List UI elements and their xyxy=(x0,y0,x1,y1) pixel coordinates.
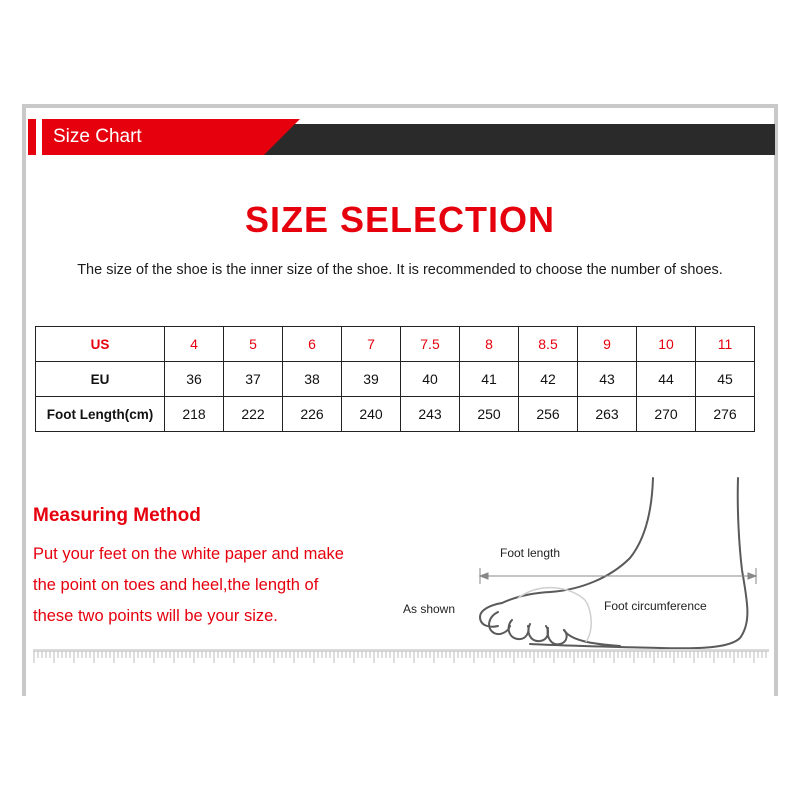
table-cell: 263 xyxy=(578,397,637,432)
table-cell: 36 xyxy=(165,362,224,397)
table-row-us xyxy=(36,327,755,362)
page-subtitle: The size of the shoe is the inner size of the shoe. It is recommended to choose the number of shoes. xyxy=(77,262,723,278)
table-cell: 44 xyxy=(637,362,696,397)
row-header-us: US xyxy=(36,327,165,362)
table-cell: 40 xyxy=(401,362,460,397)
table-cell: 45 xyxy=(696,362,755,397)
table-cell: 226 xyxy=(283,397,342,432)
table-cell: 39 xyxy=(342,362,401,397)
table-cell: 8 xyxy=(460,327,519,362)
table-cell: 10 xyxy=(637,327,696,362)
table-cell: 11 xyxy=(696,327,755,362)
size-table xyxy=(35,326,755,432)
table-cell: 5 xyxy=(224,327,283,362)
table-row-foot-length xyxy=(36,397,755,432)
table-cell: 243 xyxy=(401,397,460,432)
foot-circumference-label: Foot circumference xyxy=(604,599,707,613)
table-cell: 8.5 xyxy=(519,327,578,362)
header-accent-strip xyxy=(28,119,36,155)
as-shown-label: As shown xyxy=(403,602,456,616)
measuring-line-3: these two points will be your size. xyxy=(33,607,278,625)
table-cell: 240 xyxy=(342,397,401,432)
row-header-eu: EU xyxy=(36,362,165,397)
table-cell: 7.5 xyxy=(401,327,460,362)
table-cell: 42 xyxy=(519,362,578,397)
table-cell: 9 xyxy=(578,327,637,362)
measuring-title: Measuring Method xyxy=(33,505,201,526)
table-cell: 7 xyxy=(342,327,401,362)
table-cell: 37 xyxy=(224,362,283,397)
table-cell: 4 xyxy=(165,327,224,362)
row-header-foot-length: Foot Length(cm) xyxy=(36,397,165,432)
page-title: SIZE SELECTION xyxy=(244,199,556,240)
table-cell: 6 xyxy=(283,327,342,362)
table-cell: 218 xyxy=(165,397,224,432)
header-dark-bar xyxy=(250,124,775,155)
measuring-line-1: Put your feet on the white paper and make xyxy=(33,545,344,563)
measuring-line-2: the point on toes and heel,the length of xyxy=(33,576,319,594)
foot-length-label: Foot length xyxy=(500,546,561,560)
table-cell: 256 xyxy=(519,397,578,432)
table-cell: 222 xyxy=(224,397,283,432)
table-cell: 270 xyxy=(637,397,696,432)
ruler xyxy=(33,647,769,667)
table-cell: 250 xyxy=(460,397,519,432)
table-row-eu xyxy=(36,362,755,397)
table-cell: 43 xyxy=(578,362,637,397)
header-title: Size Chart xyxy=(53,126,142,147)
table-cell: 41 xyxy=(460,362,519,397)
table-cell: 38 xyxy=(283,362,342,397)
table-cell: 276 xyxy=(696,397,755,432)
